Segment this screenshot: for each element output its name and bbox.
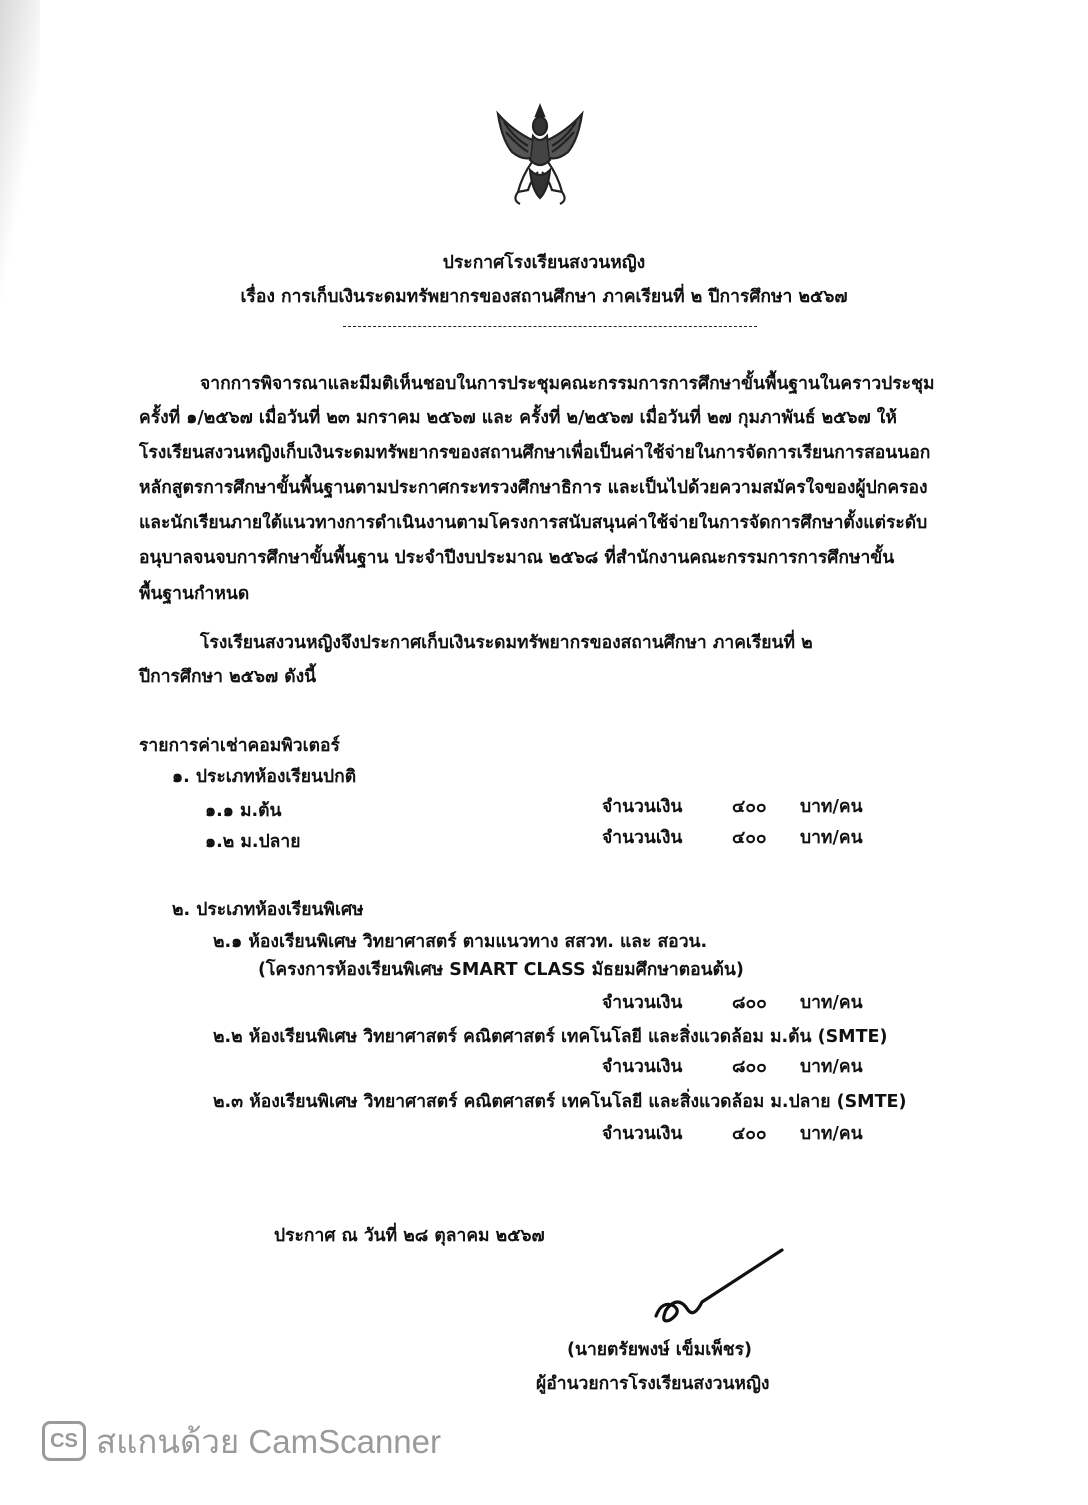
fee-item-label: ๑.๒ ม.ปลาย [205, 832, 301, 852]
announcement-title: ประกาศโรงเรียนสงวนหญิง [442, 253, 646, 273]
group-heading: ๑. ประเภทห้องเรียนปกติ [172, 767, 357, 787]
fee-item-label: ๑.๑ ม.ต้น [205, 801, 282, 821]
fee-amount-label: จำนวนเงิน [602, 797, 683, 817]
announcement-date: ประกาศ ณ วันที่ ๒๘ ตุลาคม ๒๕๖๗ [274, 1226, 545, 1246]
announcement-subject: เรื่อง การเก็บเงินระดมทรัพยากรของสถานศึกษา ภาคเรียนที่ ๒ ปีการศึกษา ๒๕๖๗ [240, 287, 848, 307]
paragraph-line: พื้นฐานกำหนด [139, 584, 250, 604]
signer-title: ผู้อำนวยการโรงเรียนสงวนหญิง [536, 1374, 770, 1394]
fee-unit: บาท/คน [800, 993, 863, 1013]
camscanner-text: สแกนด้วย CamScanner [96, 1422, 442, 1460]
fee-amount: ๔๐๐ [732, 797, 767, 817]
paragraph-line: หลักสูตรการศึกษาขั้นพื้นฐานตามประกาศกระทรวงศึกษาธิการ และเป็นไปด้วยความสมัครใจของผู้ปกครอง [139, 478, 928, 498]
fee-item-label: ๒.๓ ห้องเรียนพิเศษ วิทยาศาสตร์ คณิตศาสตร์ เทคโนโลยี และสิ่งแวดล้อม ม.ปลาย (SMTE) [213, 1092, 907, 1112]
paragraph-line: จากการพิจารณาและมีมติเห็นชอบในการประชุมคณะกรรมการการศึกษาขั้นพื้นฐานในคราวประชุม [200, 374, 935, 394]
title-divider [343, 326, 757, 327]
fee-amount-label: จำนวนเงิน [602, 1057, 683, 1077]
fee-amount-label: จำนวนเงิน [602, 993, 683, 1013]
paragraph-line: โรงเรียนสงวนหญิงเก็บเงินระดมทรัพยากรของสถานศึกษาเพื่อเป็นค่าใช้จ่ายในการจัดการเรียนการสอนนอก [139, 443, 931, 463]
signature-icon [648, 1240, 798, 1330]
camscanner-logo-icon: CS [42, 1421, 86, 1461]
fee-item-label: ๒.๒ ห้องเรียนพิเศษ วิทยาศาสตร์ คณิตศาสตร์ เทคโนโลยี และสิ่งแวดล้อม ม.ต้น (SMTE) [213, 1027, 888, 1047]
paragraph-line: โรงเรียนสงวนหญิงจึงประกาศเก็บเงินระดมทรัพยากรของสถานศึกษา ภาคเรียนที่ ๒ [200, 633, 813, 653]
fee-amount: ๘๐๐ [732, 1057, 767, 1077]
fee-item-label: ๒.๑ ห้องเรียนพิเศษ วิทยาศาสตร์ ตามแนวทาง สสวท. และ สอวน. [213, 932, 708, 952]
fee-unit: บาท/คน [800, 1124, 863, 1144]
fee-amount-label: จำนวนเงิน [602, 828, 683, 848]
fee-amount: ๘๐๐ [732, 993, 767, 1013]
signer-name: (นายตรัยพงษ์ เข็มเพ็ชร) [567, 1340, 753, 1360]
group-heading: ๒. ประเภทห้องเรียนพิเศษ [172, 900, 364, 920]
fee-amount: ๔๐๐ [732, 1124, 767, 1144]
paragraph-line: ครั้งที่ ๑/๒๕๖๗ เมื่อวันที่ ๒๓ มกราคม ๒๕๖๗ และ ครั้งที่ ๒/๒๕๖๗ เมื่อวันที่ ๒๗ กุมภาพันธ์ ๒๕๖๗ ให้ [139, 408, 897, 428]
fee-item-note: (โครงการห้องเรียนพิเศษ SMART CLASS มัธยมศึกษาตอนต้น) [258, 960, 744, 980]
paragraph-line: อนุบาลจนจบการศึกษาขั้นพื้นฐาน ประจำปีงบประมาณ ๒๕๖๘ ที่สำนักงานคณะกรรมการการศึกษาขั้น [139, 548, 895, 568]
fee-amount: ๔๐๐ [732, 828, 767, 848]
fee-unit: บาท/คน [800, 797, 863, 817]
paragraph-line: ปีการศึกษา ๒๕๖๗ ดังนี้ [139, 667, 317, 687]
section-title: รายการค่าเช่าคอมพิวเตอร์ [139, 736, 340, 756]
paragraph-line: และนักเรียนภายใต้แนวทางการดำเนินงานตามโครงการสนับสนุนค่าใช้จ่ายในการจัดการศึกษาตั้งแต่ระดับ [139, 513, 928, 533]
fee-unit: บาท/คน [800, 828, 863, 848]
camscanner-watermark [42, 1419, 441, 1463]
fee-amount-label: จำนวนเงิน [602, 1124, 683, 1144]
fee-unit: บาท/คน [800, 1057, 863, 1077]
garuda-emblem-icon [492, 100, 588, 210]
